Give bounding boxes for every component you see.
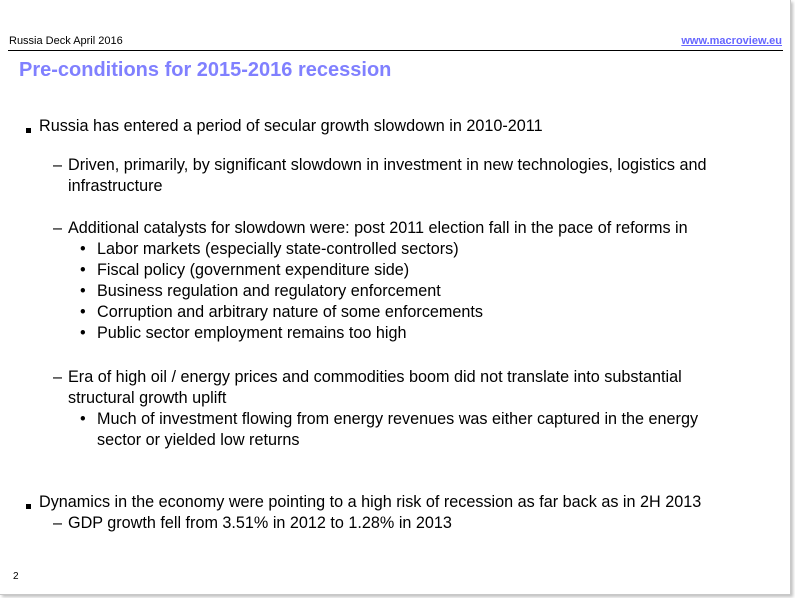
bullet-2-sub-1: GDP growth fell from 3.51% in 2012 to 1.28% in 2013 [68,514,452,532]
sub-1-line-1: Driven, primarily, by significant slowdown in investment in new technologies, logistics and [68,156,707,174]
sub-3-item-line-1: Much of investment flowing from energy revenues was either captured in the energy [97,410,699,428]
dot-marker: • [80,324,86,342]
header-divider [8,50,783,51]
dash-marker: – [53,219,63,237]
sub-2-item-5: Public sector employment remains too high [97,324,407,342]
page-number: 2 [13,571,19,582]
square-bullet-icon [26,504,31,509]
dot-marker: • [80,282,86,300]
sub-2-item-3: Business regulation and regulatory enforcement [97,282,441,300]
sub-2-item-1: Labor markets (especially state-controlled sectors) [97,240,459,258]
bullet-2-text: Dynamics in the economy were pointing to a high risk of recession as far back as in 2H 2013 [39,493,702,511]
website-link[interactable]: www.macroview.eu [681,35,782,47]
sub-3-item-line-2: sector or yielded low returns [97,431,300,449]
dot-marker: • [80,303,86,321]
bullet-1-text: Russia has entered a period of secular growth slowdown in 2010-2011 [39,117,543,135]
dash-marker: – [53,156,63,174]
dash-marker: – [53,368,63,386]
dot-marker: • [80,240,86,258]
sub-3-line-2: structural growth uplift [68,389,227,407]
sub-2-text: Additional catalysts for slowdown were: post 2011 election fall in the pace of reforms in [68,219,688,237]
dot-marker: • [80,410,86,428]
sub-3-line-1: Era of high oil / energy prices and commodities boom did not translate into substantial [68,368,682,386]
sub-2-item-2: Fiscal policy (government expenditure side) [97,261,410,279]
dot-marker: • [80,261,86,279]
sub-1-line-2: infrastructure [68,177,163,195]
slide-title: Pre-conditions for 2015-2016 recession [19,59,392,81]
dash-marker: – [53,514,63,532]
square-bullet-icon [26,128,31,133]
sub-2-item-4: Corruption and arbitrary nature of some enforcements [97,303,483,321]
deck-title: Russia Deck April 2016 [9,35,123,47]
